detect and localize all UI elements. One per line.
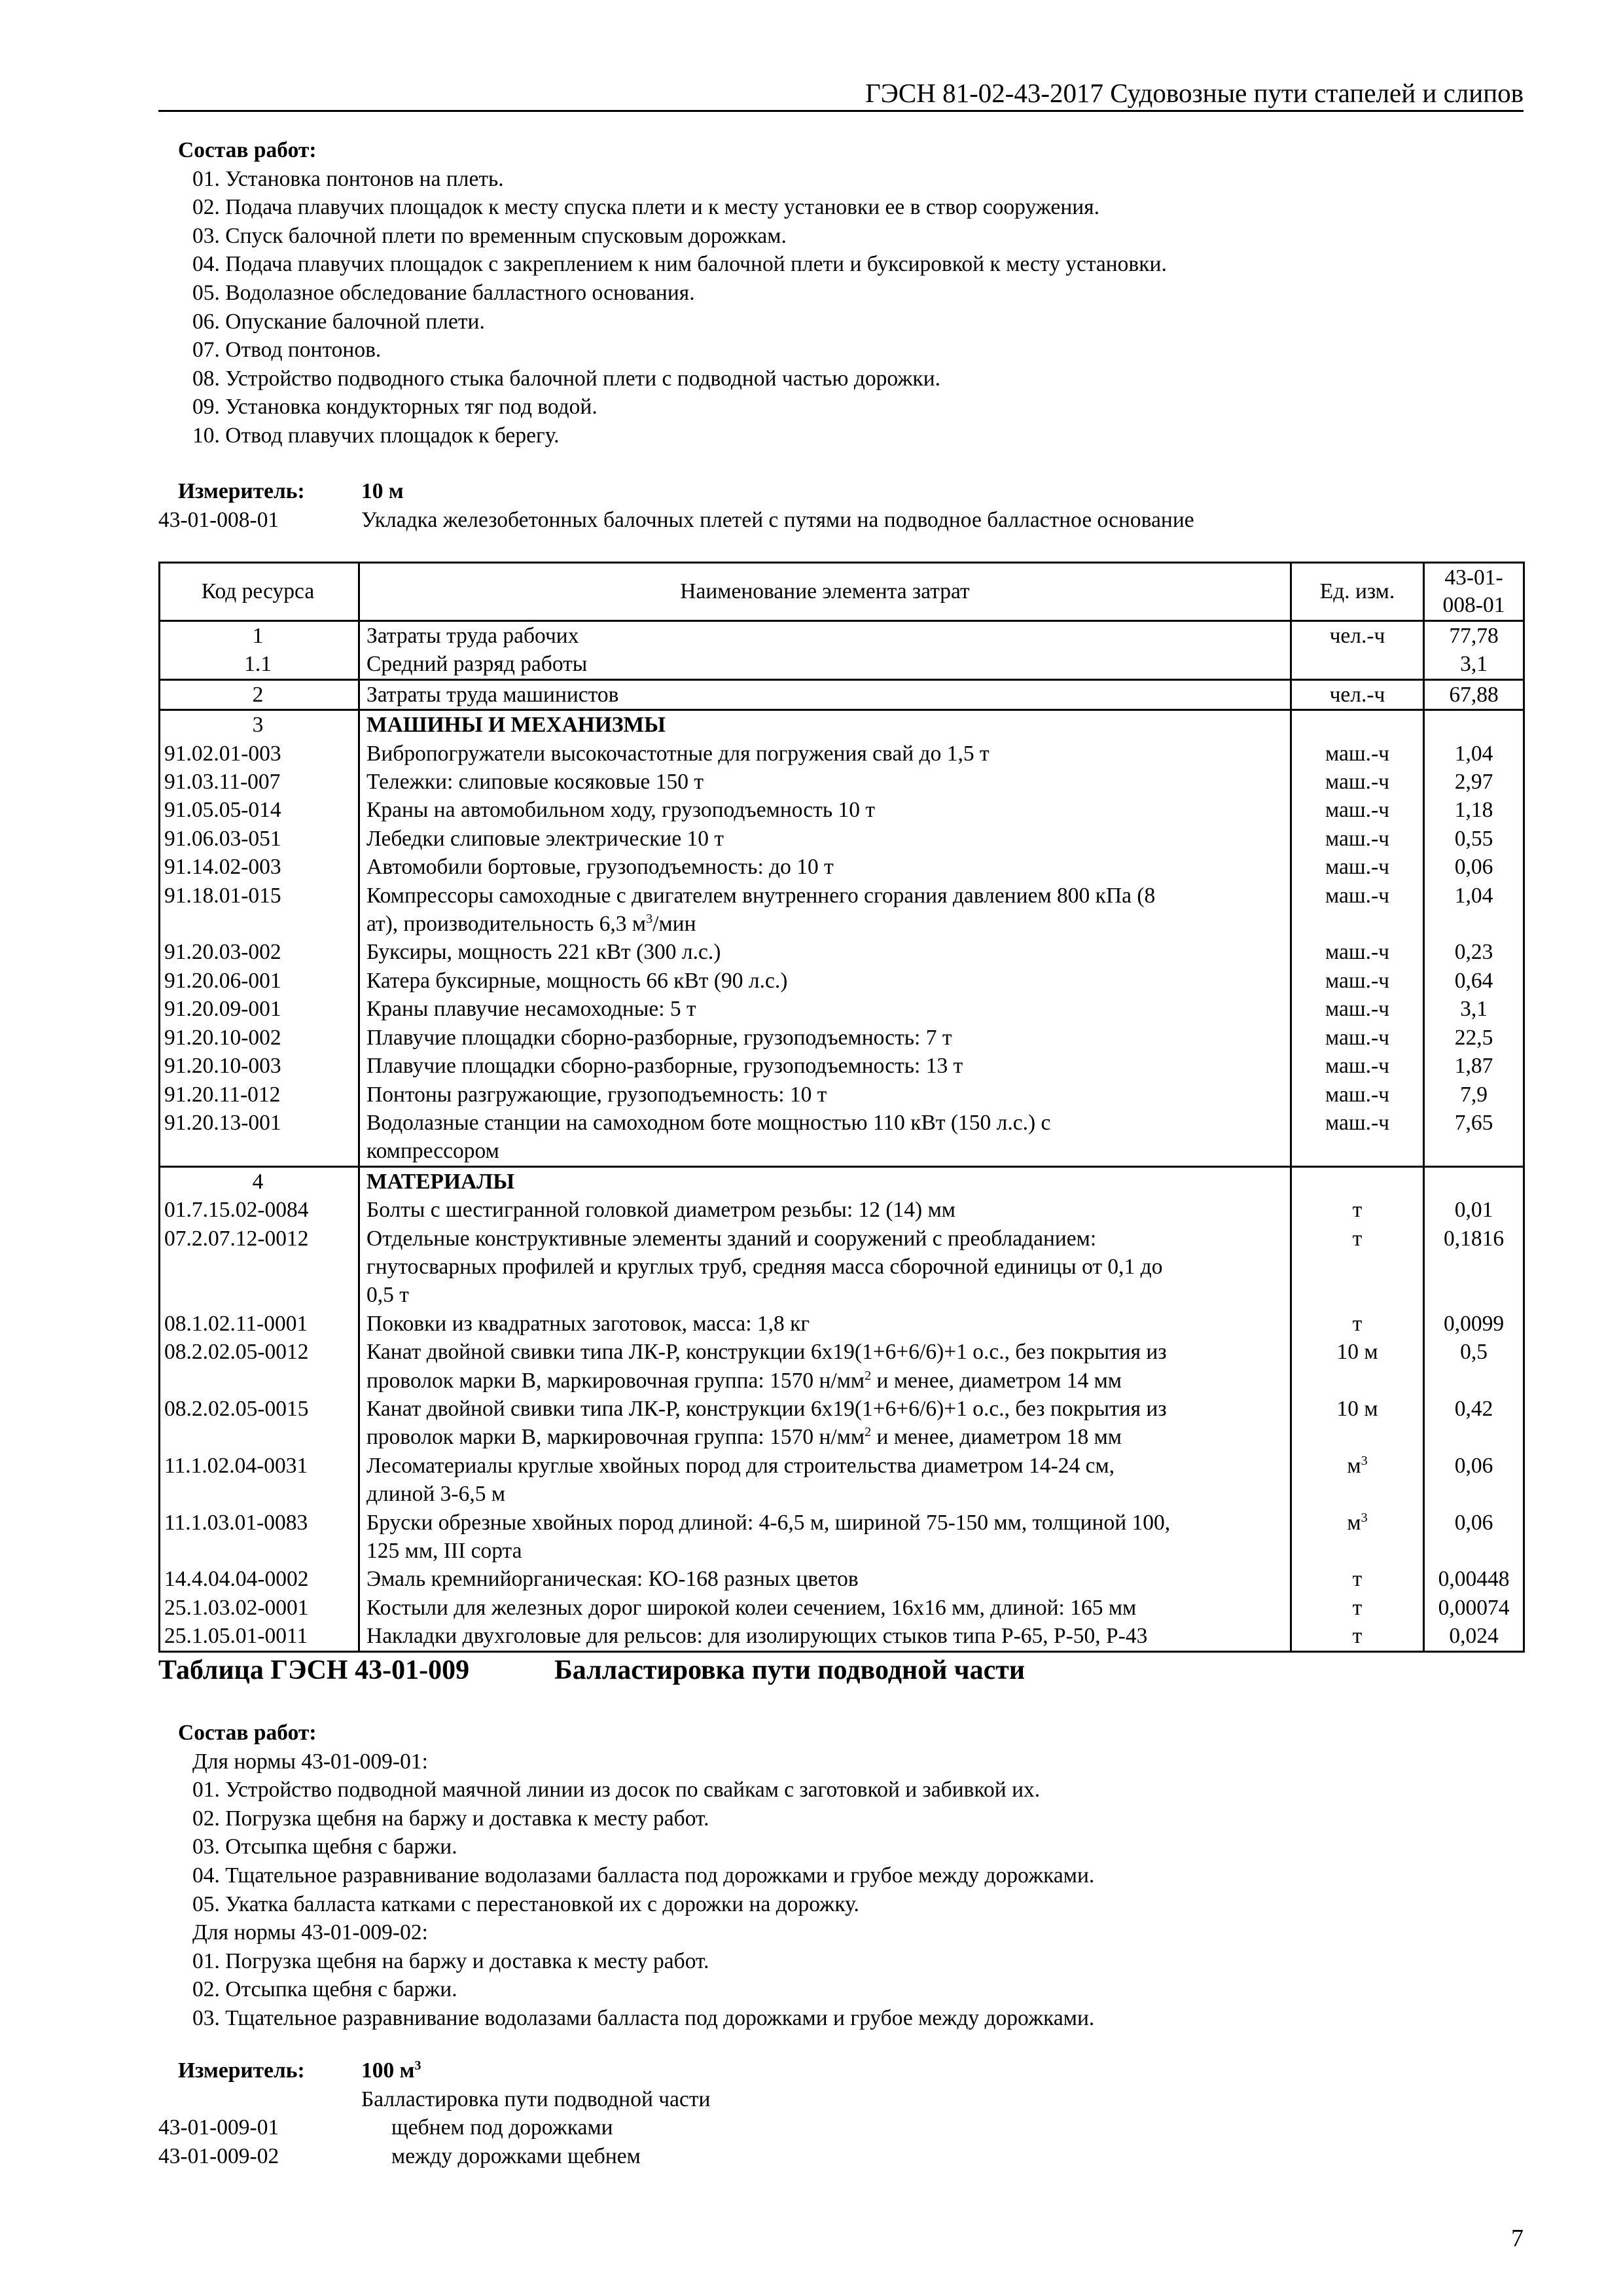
work-step: 03. Отсыпка щебня с баржи. <box>192 1835 457 1859</box>
table-row: 91.20.06-001 Катера буксирные, мощность 66 кВт (90 л.с.) маш.-ч 0,64 <box>160 967 1524 995</box>
work-step: 03. Тщательное разравнивание водолазами балласта под дорожками и грубое между дорожками. <box>192 2005 1095 2030</box>
norm-code: 43-01-009-01 <box>158 2115 279 2140</box>
resource-table <box>158 562 1525 1653</box>
table-row: 1.1 Средний разряд работы 3,1 <box>160 650 1524 679</box>
measure-label: Измеритель: <box>178 2058 305 2083</box>
work-step: 04. Тщательное разравнивание водолазами балласта под дорожками и грубое между дорожками. <box>192 1863 1095 1888</box>
work-composition-title: Состав работ: <box>178 1721 317 1745</box>
table-row: 91.05.05-014 Краны на автомобильном ходу, грузоподъемность 10 т маш.-ч 1,18 <box>160 796 1524 824</box>
table-group-row: 4 МАТЕРИАЛЫ <box>160 1166 1524 1196</box>
table-row: 25.1.03.02-0001 Костыли для железных дорог широкой колеи сечением, 16х16 мм, длиной: 165 мм т 0,00074 <box>160 1594 1524 1622</box>
norm-description: Балластировка пути подводной части <box>361 2087 711 2111</box>
col-header-code: Код ресурса <box>160 563 359 621</box>
work-step: 05. Укатка балласта катками с перестановкой их с дорожки на дорожку. <box>192 1892 859 1916</box>
norm-code: 43-01-009-02 <box>158 2144 279 2168</box>
table-row: 14.4.04.04-0002 Эмаль кремнийорганическая: КО-168 разных цветов т 0,00448 <box>160 1565 1524 1593</box>
work-step: 05. Водолазное обследование балластного основания. <box>192 280 695 305</box>
norm-sub-description: щебнем под дорожками <box>391 2115 613 2140</box>
table-row: 91.03.11-007 Тележки: слиповые косяковые 150 т маш.-ч 2,97 <box>160 768 1524 796</box>
table-row: 25.1.05.01-0011 Накладки двухголовые для рельсов: для изолирующих стыков типа Р-65, Р-50, Р-43 т 0,024 <box>160 1622 1524 1651</box>
measure-unit: 100 $м^3$ <box>361 2058 421 2083</box>
measure-unit: 10 м <box>361 479 404 503</box>
work-step: Для нормы 43-01-009-01: <box>192 1749 428 1774</box>
work-step: 01. Установка понтонов на плеть. <box>192 166 504 191</box>
work-composition-1 <box>158 136 1533 450</box>
work-step: 02. Подача плавучих площадок к месту спуска плети и к месту установки ее в створ сооружения. <box>192 195 1099 220</box>
table-row: 91.20.11-012 Понтоны разгружающие, грузоподъемность: 10 т маш.-ч 7,9 <box>160 1081 1524 1109</box>
work-composition-title: Состав работ: <box>178 138 317 162</box>
table-row: 11.1.03.01-0083 Бруски обрезные хвойных пород длиной: 4-6,5 м, шириной 75-150 мм, толщиной 100, 125 мм, III сорта $м^3$ 0,06 <box>160 1509 1524 1566</box>
measure-label: Измеритель: <box>178 479 305 503</box>
table-code: Таблица ГЭСН 43-01-009 <box>158 1655 470 1685</box>
table-row: 07.2.07.12-0012 Отдельные конструктивные элементы зданий и сооружений с преобладанием: гнутосварных профилей и круглых труб, средняя масса сборочной единицы от 0,1 до 0,5 т т 0,1816 <box>160 1225 1524 1310</box>
table-row: 11.1.02.04-0031 Лесоматериалы круглые хвойных пород для строительства диаметром 14-24 см, длиной 3-6,5 м $м^3$ 0,06 <box>160 1452 1524 1509</box>
work-step: 08. Устройство подводного стыка балочной плети с подводной частью дорожки. <box>192 366 941 391</box>
work-step: 09. Установка кондукторных тяг под водой. <box>192 395 597 420</box>
table-row: 08.1.02.11-0001 Поковки из квадратных заготовок, масса: 1,8 кг т 0,0099 <box>160 1310 1524 1338</box>
table-title: Балластировка пути подводной части <box>554 1655 1026 1685</box>
norm-description: Укладка железобетонных балочных плетей с путями на подводное балластное основание <box>361 507 1194 532</box>
col-header-unit: Ед. изм. <box>1291 563 1424 621</box>
work-step: 02. Отсыпка щебня с баржи. <box>192 1977 457 2002</box>
table-row: 91.14.02-003 Автомобили бортовые, грузоподъемность: до 10 т маш.-ч 0,06 <box>160 853 1524 881</box>
work-step: 02. Погрузка щебня на баржу и доставка к месту работ. <box>192 1806 709 1831</box>
table-row: 08.2.02.05-0015 Канат двойной свивки типа ЛК-Р, конструкции 6х19(1+6+6/6)+1 о.с., без покрытия из проволок марки В, маркировочная группа: 1570 $н/мм^2$ и менее, диаметром 18 мм 10 м 0,42 <box>160 1395 1524 1452</box>
table-row: 91.20.10-002 Плавучие площадки сборно-разборные, грузоподъемность: 7 т маш.-ч 22,5 <box>160 1024 1524 1052</box>
col-header-name: Наименование элемента затрат <box>359 563 1291 621</box>
table-heading <box>158 1655 1026 1686</box>
work-step: 07. Отвод понтонов. <box>192 338 382 363</box>
work-step: 06. Опускание балочной плети. <box>192 309 485 334</box>
work-step: 01. Погрузка щебня на баржу и доставка к месту работ. <box>192 1948 709 1973</box>
work-step: 10. Отвод плавучих площадок к берегу. <box>192 423 560 448</box>
table-row: 91.20.13-001 Водолазные станции на самоходном боте мощностью 110 кВт (150 л.с.) с компрессором маш.-ч 7,65 <box>160 1109 1524 1166</box>
table-row: 08.2.02.05-0012 Канат двойной свивки типа ЛК-Р, конструкции 6х19(1+6+6/6)+1 о.с., без покрытия из проволок марки В, маркировочная группа: 1570 $н/мм^2$ и менее, диаметром 14 мм 10 м 0,5 <box>160 1338 1524 1395</box>
table-row: 91.06.03-051 Лебедки слиповые электрические 10 т маш.-ч 0,55 <box>160 825 1524 853</box>
work-composition-2 <box>158 1719 1533 2033</box>
table-group-row: 3 МАШИНЫ И МЕХАНИЗМЫ <box>160 710 1524 740</box>
table-row: 91.20.03-002 Буксиры, мощность 221 кВт (300 л.с.) маш.-ч 0,23 <box>160 938 1524 966</box>
running-header <box>158 73 1524 112</box>
norm-sub-description: между дорожками щебнем <box>391 2144 641 2168</box>
measure-block-2 <box>158 2056 1533 2170</box>
page-number: 7 <box>1511 2225 1524 2252</box>
work-step: 04. Подача плавучих площадок с закреплением к ним балочной плети и буксировкой к месту установки. <box>192 252 1167 277</box>
table-row: 91.20.09-001 Краны плавучие несамоходные: 5 т маш.-ч 3,1 <box>160 995 1524 1023</box>
table-row: 91.02.01-003 Вибропогружатели высокочастотные для погружения свай до 1,5 т маш.-ч 1,04 <box>160 740 1524 768</box>
table-row: 91.18.01-015 Компрессоры самоходные с двигателем внутреннего сгорания давлением 800 кПа (8 ат), производительность 6,3 $м^3$/мин маш.-ч 1,04 <box>160 882 1524 939</box>
table-row: 91.20.10-003 Плавучие площадки сборно-разборные, грузоподъемность: 13 т маш.-ч 1,87 <box>160 1052 1524 1080</box>
work-step: 03. Спуск балочной плети по временным спусковым дорожкам. <box>192 223 787 248</box>
measure-block-1 <box>158 477 1533 534</box>
col-header-norm: 43-01- 008-01 <box>1424 563 1524 621</box>
norm-code: 43-01-008-01 <box>158 507 279 532</box>
table-row: 1 Затраты труда рабочих чел.-ч 77,78 <box>160 621 1524 651</box>
work-step: 01. Устройство подводной маячной линии из досок по свайкам с заготовкой и забивкой их. <box>192 1778 1041 1803</box>
table-row: 01.7.15.02-0084 Болты с шестигранной головкой диаметром резьбы: 12 (14) мм т 0,01 <box>160 1196 1524 1224</box>
table-row: 2 Затраты труда машинистов чел.-ч 67,88 <box>160 679 1524 709</box>
work-step: Для нормы 43-01-009-02: <box>192 1920 428 1945</box>
header-title: ГЭСН 81-02-43-2017 Судовозные пути стапелей и слипов <box>865 78 1524 108</box>
